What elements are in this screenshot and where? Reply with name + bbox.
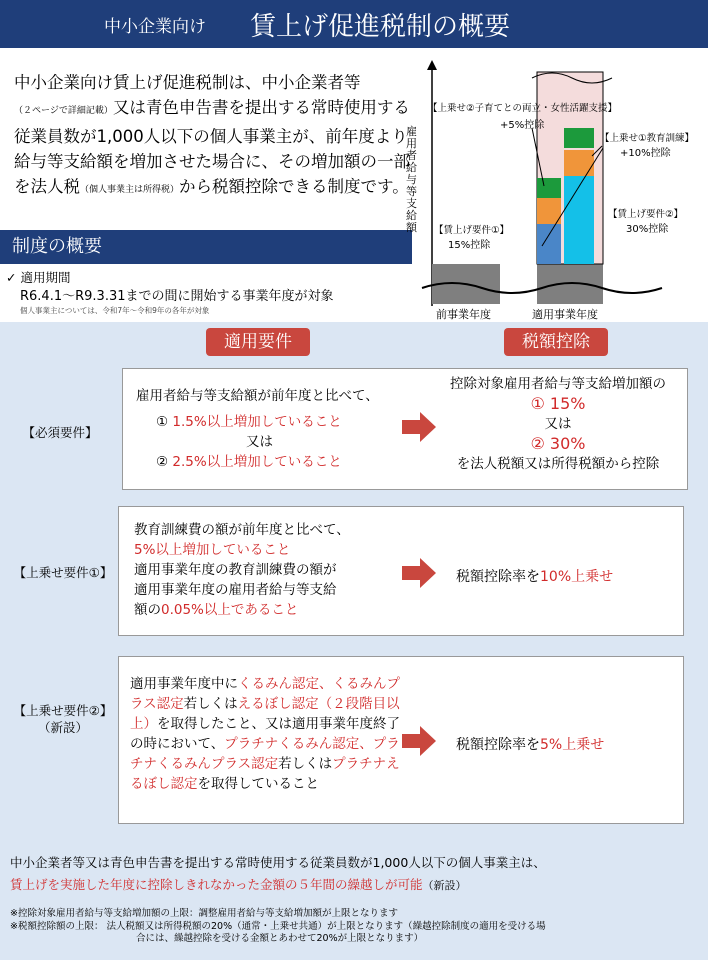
up2-t5: を取得したこと、又は適用事業年度終了の時において、 — [130, 716, 400, 752]
up1-req — [134, 520, 402, 620]
period-block — [6, 268, 416, 316]
title-banner — [0, 0, 708, 48]
intro-text-3: から税額控除できる制度です。 — [179, 177, 409, 196]
diagram-graphic — [412, 56, 708, 322]
up1-l3: 適用事業年度の教育訓練費の額が — [134, 562, 337, 578]
period-text: R6.4.1～R9.3.31までの間に開始する事業年度が対象 — [20, 289, 334, 304]
must-o1-num: ① — [156, 414, 169, 430]
period-label: 適用期間 — [20, 270, 71, 285]
must-ded — [440, 374, 676, 474]
up2-ded-b: 5%上乗せ — [540, 737, 605, 753]
must-o1: 1.5%以上増加していること — [172, 414, 342, 430]
up2-t4: えるぼし認定（２段階目以上） — [130, 696, 400, 732]
title-sub: 中小企業向け — [104, 17, 206, 37]
must-ded-or: 又は — [544, 416, 572, 432]
up1-l4: 適用事業年度の雇用者給与等支給 — [134, 582, 337, 598]
x-label-prev: 前事業年度 — [436, 308, 491, 321]
label-up2-pct: +5%控除 — [500, 120, 545, 131]
arrow-icon — [402, 412, 436, 442]
must-ded-1: ① 15% — [530, 394, 586, 413]
arrow-icon — [402, 558, 436, 588]
footer-l1: 中小企業者等又は青色申告書を提出する常時使用する従業員数が1,000人以下の個人事業主は、 — [10, 855, 546, 870]
must-intro: 雇用者給与等支給額が前年度と比べて、 — [136, 388, 379, 404]
page-title: 賃上げ促進税制の概要 — [250, 12, 511, 42]
label-up2: 【上乗せ②子育てとの両立・女性活躍支援】 — [428, 103, 618, 114]
label-req1: 【賃上げ要件①】 — [434, 225, 510, 236]
up2-t8: プラチナえるぼし認定 — [130, 756, 400, 792]
footer-n2: ※税額控除額の上限： 法人税額又は所得税額の20%（通常・上乗せ共通）が上限となります（繰越控除制度の適用を受ける場 — [10, 920, 546, 932]
must-o2-num: ② — [156, 454, 169, 470]
up2-label — [10, 702, 116, 736]
footer-l2b: （新設） — [422, 879, 467, 892]
up2-t3: 若しくは — [183, 696, 238, 712]
footer-n3: 合には、繰越控除を受ける金額とあわせて20%が上限となります） — [136, 933, 424, 944]
must-req — [136, 386, 396, 472]
label-up1: 【上乗せ①教育訓練】 — [600, 133, 695, 144]
up2-label-2: （新設） — [37, 720, 88, 735]
must-ded-tail: を法人税額又は所得税額から控除 — [456, 456, 660, 472]
up2-ded — [456, 734, 604, 754]
label-req1-pct: 15%控除 — [448, 240, 491, 251]
up2-ded-a: 税額控除率を — [456, 737, 540, 753]
footer-notes — [10, 908, 702, 946]
up2-req — [130, 674, 406, 794]
label-req2: 【賃上げ要件②】 — [608, 209, 684, 220]
footer-n1: ※控除対象雇用者給与等支給増加額の上限：調整雇用者給与等支給増加額が上限となります — [10, 908, 398, 919]
footer-l2a: 賃上げを実施した年度に控除しきれなかった金額の５年間の繰越しが可能 — [10, 877, 423, 892]
intro-note-1: （２ページで詳細記載） — [14, 106, 113, 116]
up2-t7: 若しくは — [278, 756, 333, 772]
up1-l5a: 額の — [134, 602, 161, 618]
intro-text-1: 中小企業向け賃上げ促進税制は、中小企業者等 — [14, 73, 361, 92]
up1-l5b: 0.05%以上であること — [161, 602, 299, 618]
up1-label: 【上乗せ要件①】 — [13, 565, 113, 580]
up2-t6: プラチナくるみん認定、プラチナくるみんプラス認定 — [130, 736, 400, 772]
up2-t1: 適用事業年度中に — [130, 676, 238, 692]
up2-t9: を取得していること — [197, 776, 319, 792]
ded-heading: 税額控除 — [504, 328, 608, 356]
intro-text-2: 又は青色申告書を提出する常時使用する従業員数が1,000人以下の個人事業主が、前年度より給与等支給額を増加させた場合に、その増加額の一部を法人税 — [14, 98, 410, 196]
check-icon: ✓ — [6, 270, 17, 285]
overview-heading: 制度の概要 — [0, 230, 412, 264]
footer-text — [10, 852, 700, 897]
diagram-y-axis: 雇用者給与等支給額 — [406, 125, 417, 234]
arrow-icon — [402, 726, 436, 756]
must-o2: 2.5%以上増加していること — [172, 454, 342, 470]
x-label-cur: 適用事業年度 — [532, 308, 598, 321]
up1-ded — [456, 566, 613, 586]
period-note: 個人事業主については、令和7年～令和9年の各年が対象 — [20, 306, 210, 315]
intro-note-2: （個人事業主は所得税） — [80, 185, 180, 195]
up2-label-1: 【上乗せ要件②】 — [13, 703, 113, 718]
must-ded-2: ② 30% — [530, 434, 586, 453]
intro-paragraph — [14, 70, 414, 203]
deduction-diagram — [406, 56, 708, 322]
must-label: 【必須要件】 — [22, 425, 98, 440]
label-req2-pct: 30%控除 — [626, 224, 669, 235]
up2-t2: くるみん認定、くるみんプラス認定 — [130, 676, 400, 712]
up1-ded-b: 10%上乗せ — [540, 569, 614, 585]
up1-l1: 教育訓練費の額が前年度と比べて、 — [134, 522, 350, 538]
must-or: 又は — [246, 434, 273, 450]
up1-ded-a: 税額控除率を — [456, 569, 540, 585]
label-up1-pct: +10%控除 — [620, 148, 671, 159]
up1-l2: 5%以上増加していること — [134, 542, 291, 558]
req-heading: 適用要件 — [206, 328, 310, 356]
must-ded-head: 控除対象雇用者給与等支給増加額の — [450, 376, 666, 392]
